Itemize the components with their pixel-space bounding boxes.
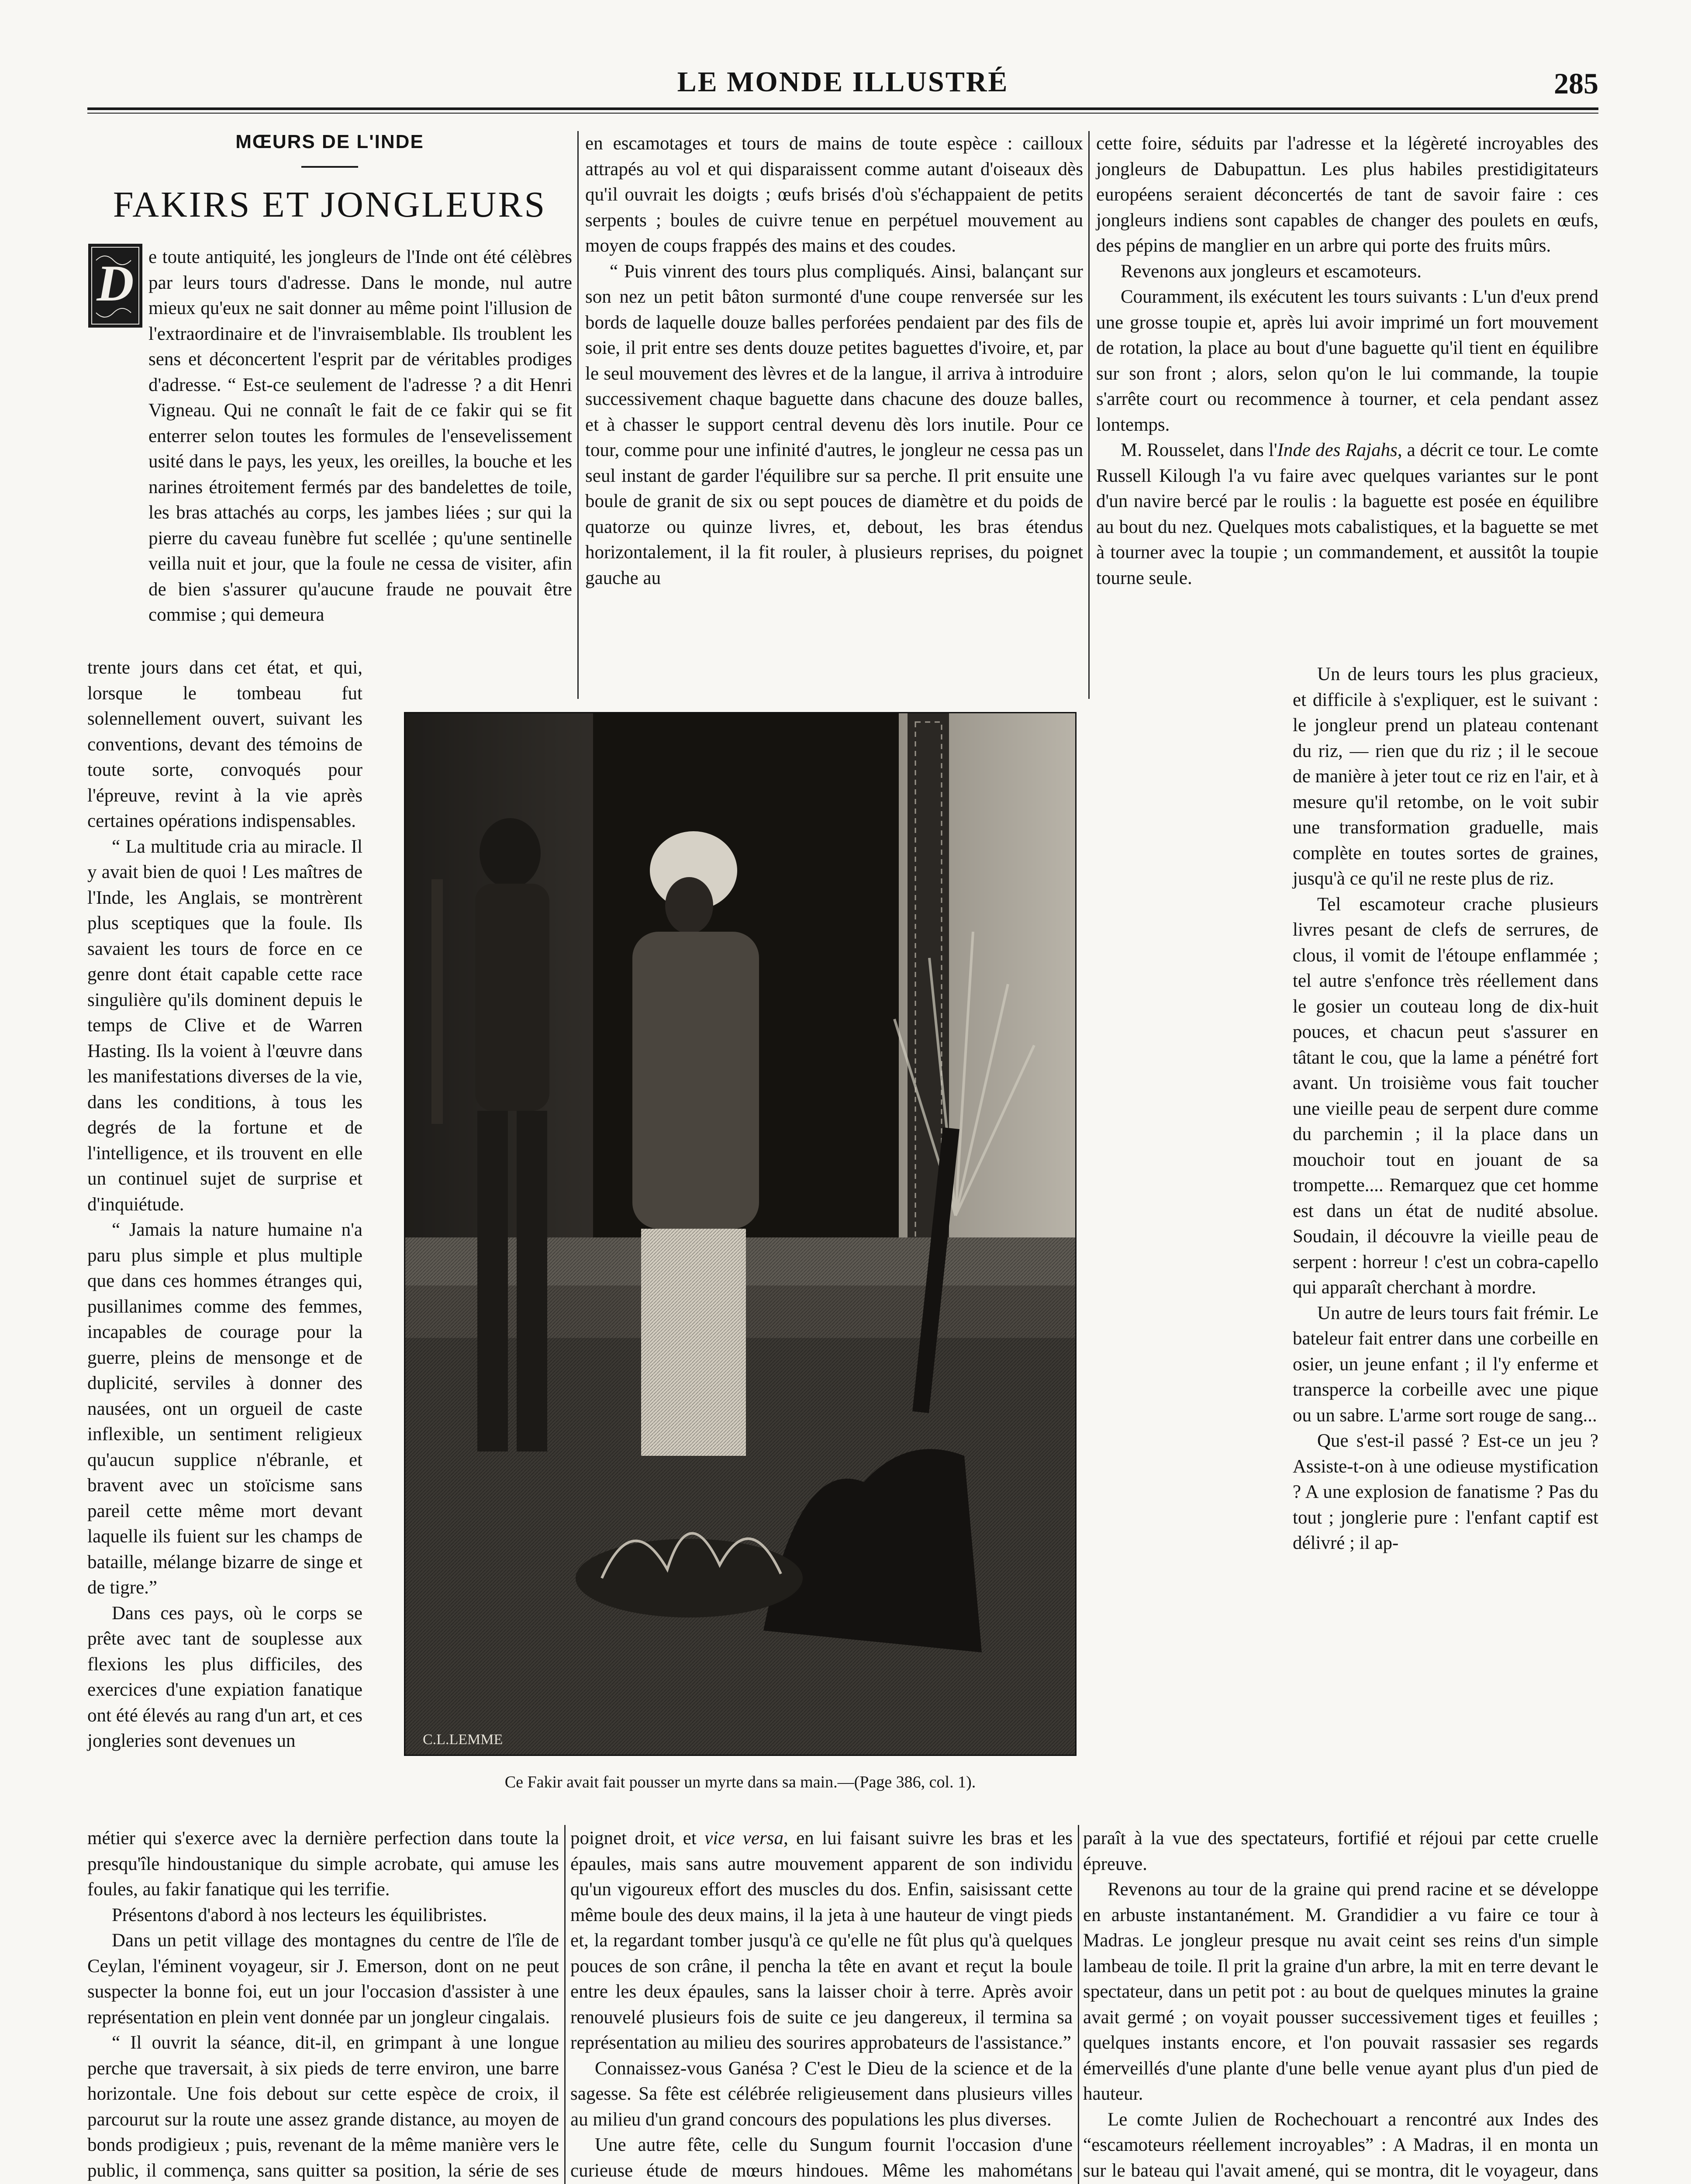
paragraph-text: M. Rousselet, dans l' — [1121, 440, 1277, 460]
paragraph: paraît à la vue des spectateurs, fortifié et réjoui par cette cruelle épreuve. — [1083, 1828, 1598, 1874]
paragraph — [1083, 2107, 1598, 2184]
paragraph: en escamotages et tours de mains de toute espèce : cailloux attrapés au vol et qui disparaissent comme autant d'oiseaux dès qu'il ouvrait les doigts ; œufs brisés d'où s'échappaient de petits serpents ; boules de cuivre tenue en perpétuel mouvement au moyen de coups frappés des mains et des coudes. — [585, 133, 1083, 256]
engraving-illustration — [404, 712, 1077, 1756]
paragraph: cette foire, séduits par l'adresse et la légèreté incroyables des jongleurs de Dabupattun. Les plus habiles prestidigitateurs européens seraient déconcertés de tant de savoir faire : ces jongleurs indiens sont capables de changer des poulets en œufs, des pépins de manglier en un arbre qui porte des fruits mûrs. — [1096, 133, 1598, 256]
paragraph: trente jours dans cet état, et qui, lorsque le tombeau fut solennellement ouvert, suivant les conventions, devant des témoins de toute sorte, convoqués pour l'épreuve, revint à la vie après certaines opérations indispensables. — [87, 657, 362, 831]
heading-rule — [301, 166, 358, 168]
column3-side — [1293, 662, 1598, 1556]
paragraph: Présentons d'abord à nos lecteurs les équilibristes. — [112, 1904, 487, 1925]
running-header — [87, 66, 1598, 105]
engraver-signature: C.L.LEMME — [423, 1731, 503, 1748]
paragraph: Couramment, ils exécutent les tours suivants : L'un d'eux prend une grosse toupie et, après lui avoir imprimé un fort mouvement de rotation, la place au bout d'une baguette qu'il tient en équilibre sur son front ; alors, selon qu'on le lui commande, la toupie s'arrête court ou recommence à tourner, et cela pendant assez lontemps. — [1096, 287, 1598, 435]
figure-caption: Ce Fakir avait fait pousser un myrte dans sa main.—(Page 386, col. 1). — [504, 1773, 976, 1791]
paragraph — [570, 1826, 1073, 2056]
italic-text: vice versa — [704, 1828, 783, 1849]
paragraph: Un de leurs tours les plus gracieux, et difficile à s'expliquer, est le suivant : le jongleur prend un plateau contenant du riz, — rien que du riz ; il le secoue de manière à jeter tout ce riz en l'air, et à mesure qu'il retombe, on le voit subir une transformation graduelle, mais complète en toutes sortes de graines, jusqu'à ce qu'il ne reste plus de riz. — [1293, 664, 1598, 889]
paragraph: Dans un petit village des montagnes du centre de l'île de Ceylan, l'éminent voyageur, sir J. Emerson, dont on ne peut suspecter la bonne foi, eut un jour l'occasion d'assister à une représentation en plein vent donnée par un jongleur cingalais. — [87, 1930, 559, 2028]
page-number: 285 — [1554, 67, 1598, 100]
article-title: FAKIRS ET JONGLEURS — [113, 184, 547, 225]
paragraph-text: , en lui faisant suivre les bras et les épaules, mais sans autre mouvement apparent de son individu qu'un vigoureux effort des muscles du dos. Enfin, saisissant cette même boule des deux mains, il la jeta à une hauteur de vingt pieds et, la regardant tomber jusqu'à ce qu'elle ne fût plus qu'à quelques pouces de son crâne, il pencha la tête en avant et reçut la boule entre les deux épaules, sans la laisser choir à terre. Après avoir renouvelé plusieurs fois de suite ce jeu dangereux, il termina sa représentation au milieu des sourires approbateurs de l'assistance.” — [570, 1828, 1073, 2053]
masthead: LE MONDE ILLUSTRÉ — [677, 66, 1009, 98]
column2-upper — [585, 131, 1083, 591]
column1-side — [87, 655, 362, 1754]
paragraph: Que s'est-il passé ? Est-ce un jeu ? Assiste-t-on à une odieuse mystification ? A une explosion de fanatisme ? Pas du tout ; jonglerie pure : l'enfant captif est délivré ; il ap- — [1293, 1431, 1598, 1553]
column-rule-left-bottom — [564, 1825, 566, 2184]
column-rule-left-top — [577, 131, 579, 699]
paragraph: Connaissez-vous Ganésa ? C'est le Dieu de la science et de la sagesse. Sa fête est célébrée religieusement dans plusieurs villes au milieu d'un grand concours des populations les plus diverses. — [570, 2058, 1073, 2130]
paragraph: “ Il ouvrit la séance, dit-il, en grimpant à une longue perche que traversait, à six pieds de terre environ, une barre horizontale. Une fois debout sur cette espèce de croix, il parcourut sur la route une assez grande distance, au moyen de bonds prodigieux ; puis, revenant de la même manière vers le public, il commença, sans quitter sa position, la série de ses — [87, 2032, 559, 2181]
engraving-drawing — [405, 713, 1077, 1756]
section-heading: MŒURS DE L'INDE — [235, 131, 424, 152]
column1-lower — [87, 1826, 559, 2184]
paragraph: “ Puis vinrent des tours plus compliqués. Ainsi, balançant sur son nez un petit bâton surmonté d'une coupe renversée sur les bords de laquelle douze balles perforées pendaient par des fils de soie, il prit entre ses dents douze petites baguettes d'ivoire, et, par le seul mouvement des lèvres et de la langue, il arriva à introduire successivement chaque baguette dans chacune des douze balles, et à chasser le support central devenu dès lors inutile. Pour ce tour, comme pour une infinité d'autres, le jongleur ne cessa pas un seul instant de garder l'équilibre sur sa perche. Il prit ensuite une boule de granit de six ou sept pouces de diamètre et du poids de quatorze ou quinze livres, et, debout, les bras étendus horizontalement, il la fit rouler, à plusieurs reprises, du poignet gauche au — [585, 261, 1083, 588]
paragraph: Revenons aux jongleurs et escamoteurs. — [1121, 261, 1422, 282]
paragraph: Tel escamoteur crache plusieurs livres pesant de clefs de serrures, de clous, il vomit de l'étoupe enflammée ; tel autre s'enfonce très réellement dans le gosier un couteau long de dix-huit pouces, et chacun peut s'assurer en tâtant le cou, que la lame a pénétré fort avant. Un troisième vous fait toucher une vieille peau de serpent dure comme du parchemin ; il la place dans un mouchoir tout en jouant de sa trompette.... Remarquez que cet homme est dans un état de nudité absolue. Soudain, il découvre la vieille peau de serpent : horreur ! c'est un cobra-capello qui apparaît cherchant à mordre. — [1293, 894, 1598, 1298]
paragraph: métier qui s'exerce avec la dernière perfection dans toute la presqu'île hindoustanique du simple acrobate, qui amuse les foules, au fakir fanatique qui les terrifie. — [87, 1828, 559, 1900]
dropcap-letter: D — [97, 255, 134, 312]
column3-upper — [1096, 131, 1598, 591]
paragraph: “ Jamais la nature humaine n'a paru plus simple et plus multiple que dans ces hommes étranges qui, pusillanimes comme des femmes, incapables de courage pour la guerre, pleins de mensonge et de duplicité, serviles à donner des nausées, ont un orgueil de caste inflexible, un sentiment religieux qu'aucun supplice n'ébranle, et bravent avec un stoïcisme sans pareil cette même mort devant laquelle ils fuient sur les champs de bataille, mélange bizarre de singe et de tigre.” — [87, 1220, 362, 1598]
header-rule-thick — [87, 107, 1598, 110]
paragraph-text: , a décrit ce tour. Le comte Russell Kilough l'a vu faire avec quelques variantes sur le pont d'un navire bercé par le roulis : la baguette est posée en équilibre au bout du nez. Quelques mots cabalistiques, et la baguette se met à tourner avec la toupie ; un commandement, et aussitôt la toupie tourne seule. — [1096, 440, 1598, 588]
paragraph-text: Le comte Julien de Rochechouart a rencontré aux Indes des “escamoteurs réellement incroyables” : A Madras, il en monta un sur le bateau qui l'avait amené, qui se montra, dit le voyageur, dans — [1083, 2109, 1598, 2181]
column2-lower — [570, 1826, 1073, 2184]
paragraph: “ La multitude cria au miracle. Il y avait bien de quoi ! Les maîtres de l'Inde, les Anglais, se montrèrent plus sceptiques que la foule. Ils savaient les tours de force en ce genre dont était capable cette race singulière qu'ils dominent depuis le temps de Clive et de Warren Hasting. Ils la voient à l'œuvre dans les manifestations diverses de la vie, dans les conditions, à tous les degrés de la fortune et de l'intelligence, et ils trouvent en elle un continuel sujet de surprise et d'inquiétude. — [87, 836, 362, 1215]
paragraph — [87, 245, 572, 628]
paragraph: Revenons au tour de la graine qui prend racine et se développe en arbuste instantanément. M. Grandidier a vu faire ce tour à Madras. Le jongleur presque nu avait ceint ses reins d'un simple lambeau de toile. Il prit la graine d'un arbre, la mit en terre devant le spectateur, dans un petit pot : au bout de quelques minutes la graine avait germé ; on voyait pousser successivement tiges et feuilles ; quelques instants encore, et l'on pouvait rassasier ses regards émerveillés d'une plante d'une belle venue ayant plus d'un pied de hauteur. — [1083, 1879, 1598, 2104]
column-rule-right-bottom — [1078, 1825, 1079, 2184]
column1-upper — [87, 245, 572, 628]
paragraph — [1096, 438, 1598, 591]
paragraph: Un autre de leurs tours fait frémir. Le bateleur fait entrer dans une corbeille en osier, un jeune enfant ; il l'y enferme et transperce la corbeille avec une pique ou un sabre. L'arme sort rouge de sang... — [1293, 1303, 1598, 1426]
column-rule-right-top — [1088, 131, 1090, 699]
italic-text: Inde des Rajahs — [1277, 440, 1398, 460]
column3-lower — [1083, 1826, 1598, 2184]
paragraph: Dans ces pays, où le corps se prête avec tant de souplesse aux flexions les plus difficiles, des exercices d'une expiation fanatique ont été élevés au rang d'un art, et ces jongleries sont devenues un — [87, 1603, 362, 1751]
paragraph: Une autre fête, celle du Sungum fournit l'occasion d'une curieuse étude de mœurs hindoues. Même les mahométans — [570, 2135, 1073, 2181]
paragraph-text: poignet droit, et — [570, 1828, 705, 1849]
header-rule-thin — [87, 113, 1598, 114]
paragraph-text: e toute antiquité, les jongleurs de l'Inde ont été célèbres par leurs tours d'adresse. Dans le monde, nul autre mieux qu'eux ne sait donner au même point l'illusion de l'extraordinaire et de l'invraisemblable. Ils troublent les sens et déconcertent l'esprit par de véritables prodiges d'adresse. “ Est-ce seulement de l'adresse ? a dit Henri Vigneau. Qui ne connaît le fait de ce fakir qui se fit enterrer selon toutes les formules de l'ensevelissement usité dans le pays, les yeux, les oreilles, la bouche et les narines étroitement fermés par des bandelettes de toile, les bras attachés au corps, les jambes liées ; sur qui la pierre du caveau funèbre fut scellée ; qu'une sentinelle veilla nuit et jour, que la foule ne cessa de visiter, afin de bien s'assurer qu'aucune fraude ne pouvait être commise ; qui demeura — [148, 247, 572, 625]
